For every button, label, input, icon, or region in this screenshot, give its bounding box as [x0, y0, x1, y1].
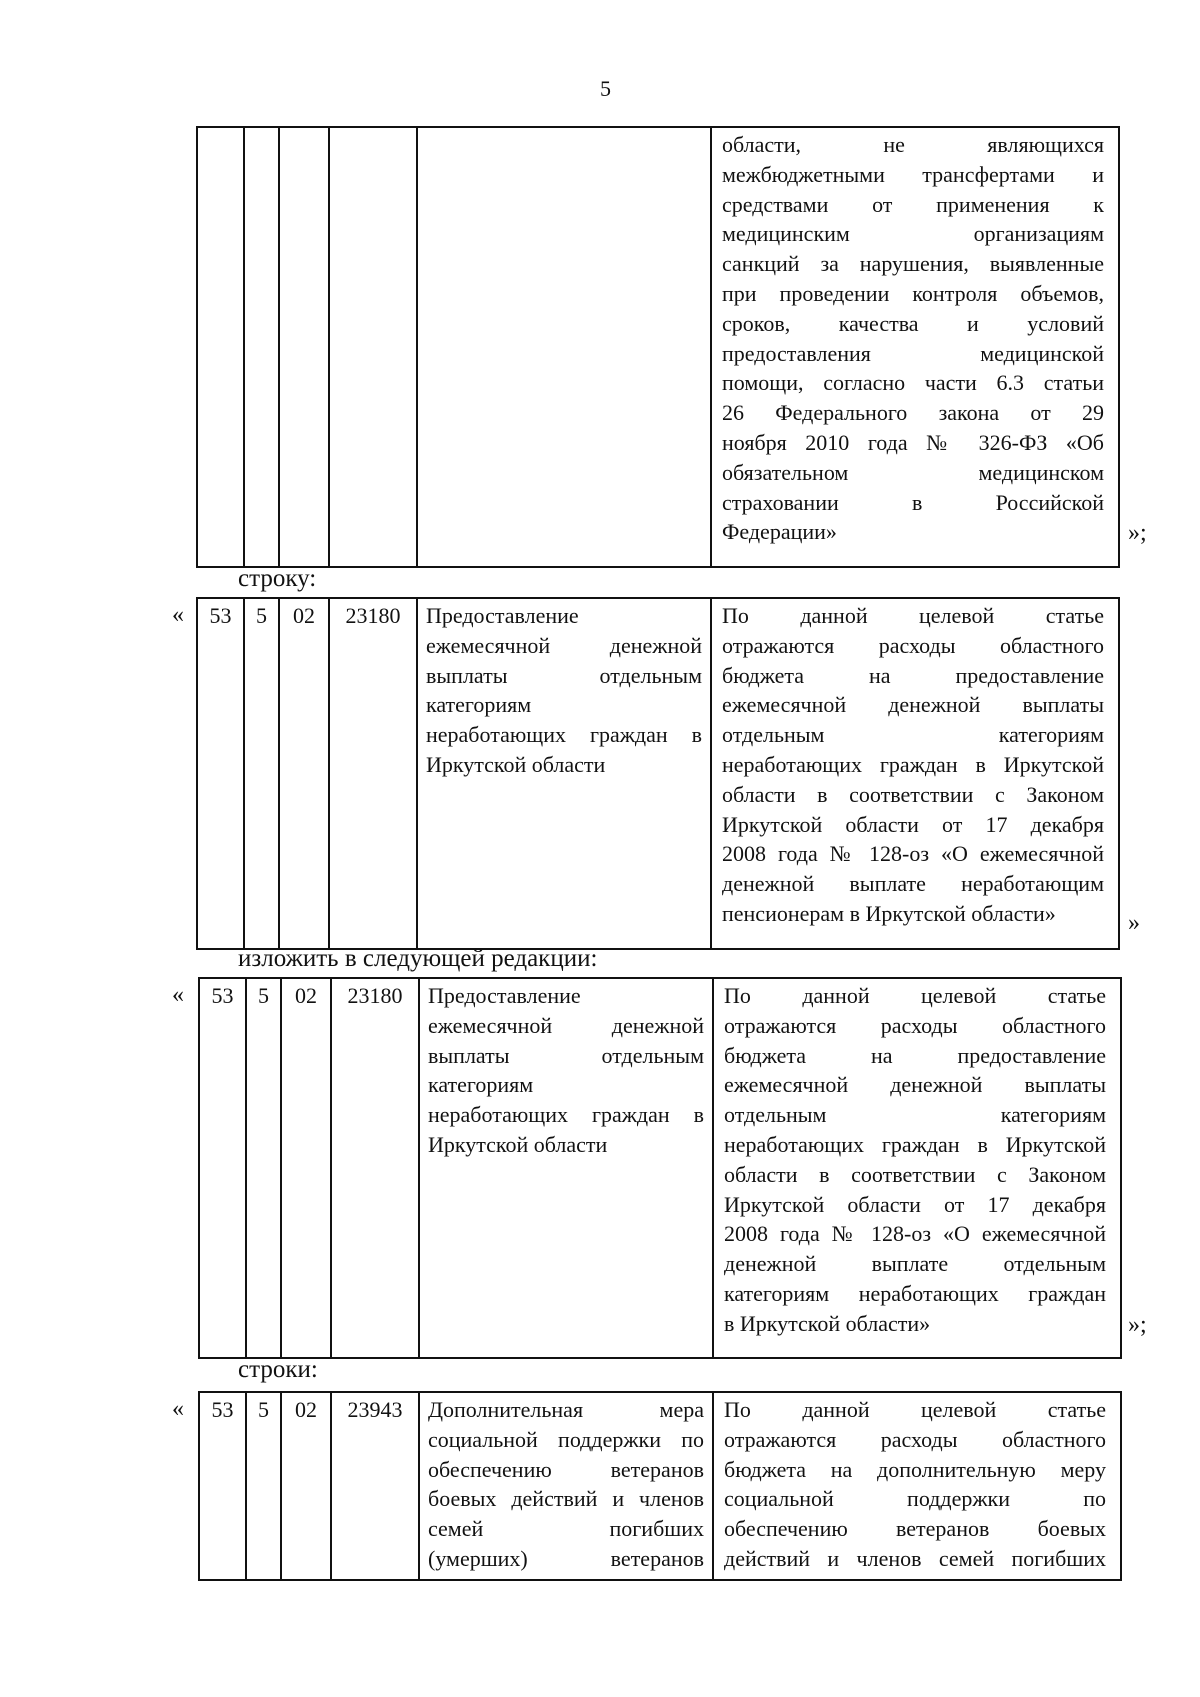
text-line: при проведении контроля объемов, [722, 280, 1104, 306]
text-line: бюджета на предоставление [722, 662, 1104, 688]
col-divider [330, 979, 332, 1357]
code-cell-direction: 23180 [345, 603, 401, 628]
closing-quote: » [1128, 910, 1140, 936]
text-line: действий и членов семей погибших [724, 1545, 1106, 1571]
text-line: боевых действий и членов [428, 1486, 704, 1512]
col-divider [416, 128, 418, 566]
page-number: 5 [600, 76, 611, 101]
code-cell-subprogram: 02 [293, 603, 315, 628]
code-cell-program: 5 [256, 603, 267, 628]
text-line: денежной выплате неработающим [722, 871, 1104, 897]
caption-izlozhit: изложить в следующей редакции: [238, 945, 598, 972]
text-line: По данной целевой статье [724, 983, 1106, 1008]
text-line: области в соответствии с Законом [724, 1161, 1106, 1187]
col-divider [418, 1393, 420, 1579]
name-cell [428, 981, 704, 1160]
text-line: обязательном медицинском [722, 459, 1104, 485]
opening-quote: « [172, 602, 184, 628]
text-line: Иркутской области от 17 декабря [722, 811, 1104, 837]
opening-quote: « [172, 1396, 184, 1422]
code-cell-section: 53 [209, 603, 232, 628]
text-line: выплаты отдельным [426, 662, 702, 688]
text-line: бюджета на дополнительную меру [724, 1456, 1106, 1482]
code-cell-program: 5 [258, 1397, 269, 1422]
table-old-rows [198, 1391, 1122, 1581]
table-new-row [198, 977, 1122, 1359]
text-line: По данной целевой статье [724, 1397, 1106, 1422]
text-line: средствами от применения к [722, 191, 1104, 217]
col-divider [416, 599, 418, 948]
description-cell [722, 601, 1104, 929]
text-line: неработающих граждан в Иркутской [724, 1131, 1106, 1157]
text-line: социальной поддержки по [428, 1426, 704, 1452]
text-line: межбюджетными трансфертами и [722, 161, 1104, 187]
text-line: категориям неработающих граждан [724, 1280, 1106, 1306]
col-divider [243, 599, 245, 948]
description-cell [722, 130, 1104, 547]
name-cell [426, 601, 702, 780]
code-cell-subprogram: 02 [295, 1397, 317, 1422]
table-continuation [196, 126, 1120, 568]
text-line: медицинским организациям [722, 221, 1104, 247]
col-divider [328, 128, 330, 566]
text-line: ежемесячной денежной [426, 632, 702, 658]
col-divider [243, 128, 245, 566]
text-line: Предоставление [428, 983, 581, 1008]
closing-quote: »; [1128, 1312, 1147, 1338]
text-line: Федерации» [722, 519, 837, 545]
text-line: предоставления медицинской [722, 340, 1104, 366]
closing-quote: »; [1128, 520, 1147, 546]
text-line: отдельным категориям [724, 1102, 1106, 1128]
text-line: выплаты отдельным [428, 1042, 704, 1068]
text-line: (умерших) ветеранов [428, 1545, 704, 1571]
col-divider [710, 128, 712, 566]
code-cell-section: 53 [211, 1397, 234, 1422]
col-divider [278, 599, 280, 948]
col-divider [710, 599, 712, 948]
col-divider [418, 979, 420, 1357]
col-divider [328, 599, 330, 948]
text-line: семей погибших [428, 1516, 704, 1542]
text-line: социальной поддержки по [724, 1486, 1106, 1512]
text-line: отдельным категориям [722, 722, 1104, 748]
text-line: Предоставление [426, 603, 579, 628]
code-cell-direction: 23943 [347, 1397, 403, 1422]
text-line: помощи, согласно части 6.3 статьи [722, 370, 1104, 396]
text-line: отражаются расходы областного [722, 632, 1104, 658]
opening-quote: « [172, 982, 184, 1008]
code-cell-subprogram: 02 [295, 983, 317, 1008]
col-divider [278, 128, 280, 566]
caption-stroku: строку: [238, 565, 317, 592]
caption-stroki: строки: [238, 1356, 318, 1383]
description-cell [724, 981, 1106, 1339]
text-line: категориям [426, 692, 532, 718]
text-line: страховании в Российской [722, 489, 1104, 515]
code-cell-program: 5 [258, 983, 269, 1008]
text-line: Иркутской области [428, 1131, 608, 1157]
text-line: 26 Федерального закона от 29 [722, 400, 1104, 426]
text-line: ноября 2010 года № 326-ФЗ «Об [722, 429, 1104, 455]
text-line: категориям [428, 1072, 534, 1098]
text-line: неработающих граждан в Иркутской [722, 751, 1104, 777]
text-line: отражаются расходы областного [724, 1426, 1106, 1452]
code-cell-direction: 23180 [347, 983, 403, 1008]
col-divider [712, 1393, 714, 1579]
text-line: Иркутской области от 17 декабря [724, 1191, 1106, 1217]
text-line: в Иркутской области» [724, 1310, 931, 1336]
text-line: Дополнительная мера [428, 1397, 704, 1422]
text-line: отражаются расходы областного [724, 1012, 1106, 1038]
name-cell [428, 1395, 704, 1574]
text-line: пенсионерам в Иркутской области» [722, 900, 1056, 926]
text-line: обеспечению ветеранов [428, 1456, 704, 1482]
text-line: бюджета на предоставление [724, 1042, 1106, 1068]
text-line: неработающих граждан в [428, 1102, 704, 1128]
text-line: ежемесячной денежной выплаты [724, 1072, 1106, 1098]
text-line: ежемесячной денежной [428, 1012, 704, 1038]
col-divider [245, 979, 247, 1357]
col-divider [280, 979, 282, 1357]
text-line: 2008 года № 128-оз «О ежемесячной [724, 1221, 1106, 1247]
text-line: денежной выплате отдельным [724, 1251, 1106, 1277]
text-line: По данной целевой статье [722, 603, 1104, 628]
text-line: неработающих граждан в [426, 722, 702, 748]
text-line: сроков, качества и условий [722, 310, 1104, 336]
col-divider [712, 979, 714, 1357]
description-cell [724, 1395, 1106, 1574]
text-line: ежемесячной денежной выплаты [722, 692, 1104, 718]
text-line: 2008 года № 128-оз «О ежемесячной [722, 841, 1104, 867]
table-old-row [196, 597, 1120, 950]
code-cell-section: 53 [211, 983, 234, 1008]
text-line: санкций за нарушения, выявленные [722, 251, 1104, 277]
text-line: области, не являющихся [722, 132, 1104, 157]
text-line: области в соответствии с Законом [722, 781, 1104, 807]
text-line: обеспечению ветеранов боевых [724, 1516, 1106, 1542]
text-line: Иркутской области [426, 751, 606, 777]
